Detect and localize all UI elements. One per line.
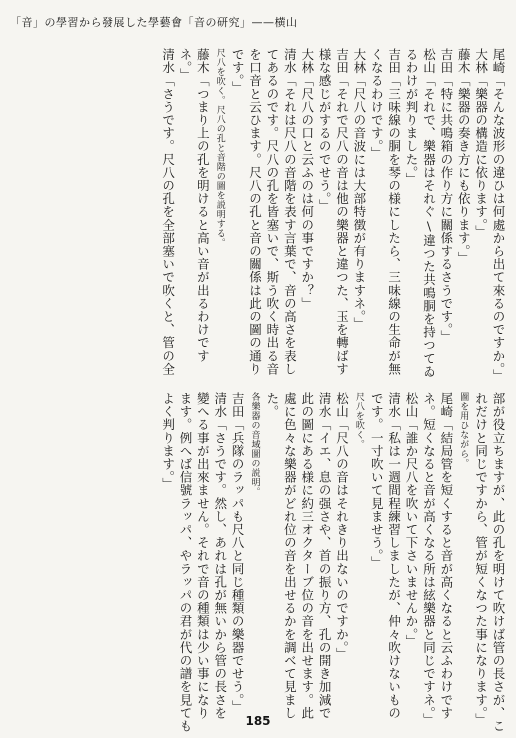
- upper-text-block: [156, 48, 506, 383]
- text-column: 清水「さうです。然し、あれは孔が無いから管の長さを: [212, 392, 228, 720]
- text-column: を口音と云ひます。尺八の孔と音の關係は此の圖の通り: [247, 48, 263, 376]
- stage-direction: 圖を用ひながら。: [458, 392, 469, 468]
- text-column: 清水「私は一週間程練習しましたが、仲々吹けないもの: [386, 392, 402, 720]
- text-column: 藤木「樂器の奏き方にも依ります。」: [456, 48, 472, 265]
- text-column: 清水「さうです。尺八の孔を全部塞いで吹くと、管の全: [160, 48, 176, 376]
- text-column: 大林「尺八の口と云ふのは何の事ですか？」: [299, 48, 315, 310]
- text-column: 尾崎「結局管を短くすると音が高くなると云ふわけです: [438, 392, 454, 720]
- text-column: 清水「イエ、息の强さや、首の振り方、孔の開き加減で: [317, 392, 333, 720]
- text-column: るわけが判りました。」: [404, 48, 420, 186]
- running-header: 「音」の學習から發展した學藝會「音の研究」——横山: [10, 16, 298, 29]
- stage-direction: 尺八を吹く。尺八の孔と音階の圖を説明する。: [214, 48, 225, 248]
- page-number: 185: [245, 714, 271, 728]
- text-column: 部が役立ちますが、此の孔を明けて吹けば管の長さが、こ: [491, 392, 506, 733]
- text-column: 松山「それで、樂器はそれぐ\違つた共鳴胴を持つてゐ: [421, 48, 437, 378]
- text-column: 吉田「三味線の胴を琴の様にしたら、三味線の生命が無: [386, 48, 402, 376]
- text-column: 吉田「特に共鳴箱の作り方に關係するさうです。」: [438, 48, 454, 344]
- text-column: 處に色々な樂器がどれ位の音を出せるかを調べて見まし: [282, 392, 298, 720]
- text-column: 變へる事が出來ません。それで音の種類は少い事になり: [195, 392, 211, 720]
- text-column: 吉田「それで尺八の音は他の樂器と違つた、玉を轉ばす: [334, 48, 350, 376]
- text-column: 吉田「兵隊のラッパも尺八と同じ種類の樂器でせう。」: [230, 392, 246, 714]
- text-column: れだけと同じですから、管が短くなつた事になります。」: [473, 392, 489, 727]
- text-column: 藤木「つまり上の孔を明けると高い音が出るわけです: [195, 48, 211, 363]
- text-column: た。: [264, 392, 280, 419]
- text-column: ネ。」: [177, 48, 193, 82]
- stage-direction: 各樂器の音域圖の説明。: [249, 392, 260, 497]
- text-column: てあるのです。尺八の孔を皆塞いで、斯う吹く時出る音: [264, 48, 280, 376]
- text-column: 様な感じがするのでせう。」: [317, 48, 333, 213]
- text-column: 清水「それは尺八の音階を表す言葉で、音の高さを表し: [282, 48, 298, 376]
- text-column: 大林「樂器の構造に依ります。」: [473, 48, 489, 239]
- text-column: 尾崎「そんな波形の違ひは何處から出て來るのですか。」: [491, 48, 506, 383]
- text-column: です。一寸吹いて見ませう。」: [369, 392, 385, 570]
- stage-direction: 尺八を吹く。: [353, 392, 364, 449]
- text-column: 大林「尺八の音波には大部特徴が有りますネ。」: [351, 48, 367, 330]
- text-column: よく判ります。」: [160, 392, 176, 491]
- text-column: 松山「誰か尺八を吹いて下さいませんか。」: [404, 392, 420, 648]
- text-column: くなるわけです。」: [369, 48, 385, 160]
- text-column: 此の圖にある様に約三オクターブ位の音を出せます。此: [299, 392, 315, 720]
- text-column: 松山「尺八の音はそれきり出ないのですか。」: [334, 392, 350, 661]
- text-column: ます。例へば信號ラッパ、やラッパの君が代の譜を見ても: [177, 392, 193, 733]
- text-column: ネ。短くなると音が高くなる所は絃樂器と同じですネ。」: [421, 392, 437, 727]
- text-column: です。」: [230, 48, 246, 95]
